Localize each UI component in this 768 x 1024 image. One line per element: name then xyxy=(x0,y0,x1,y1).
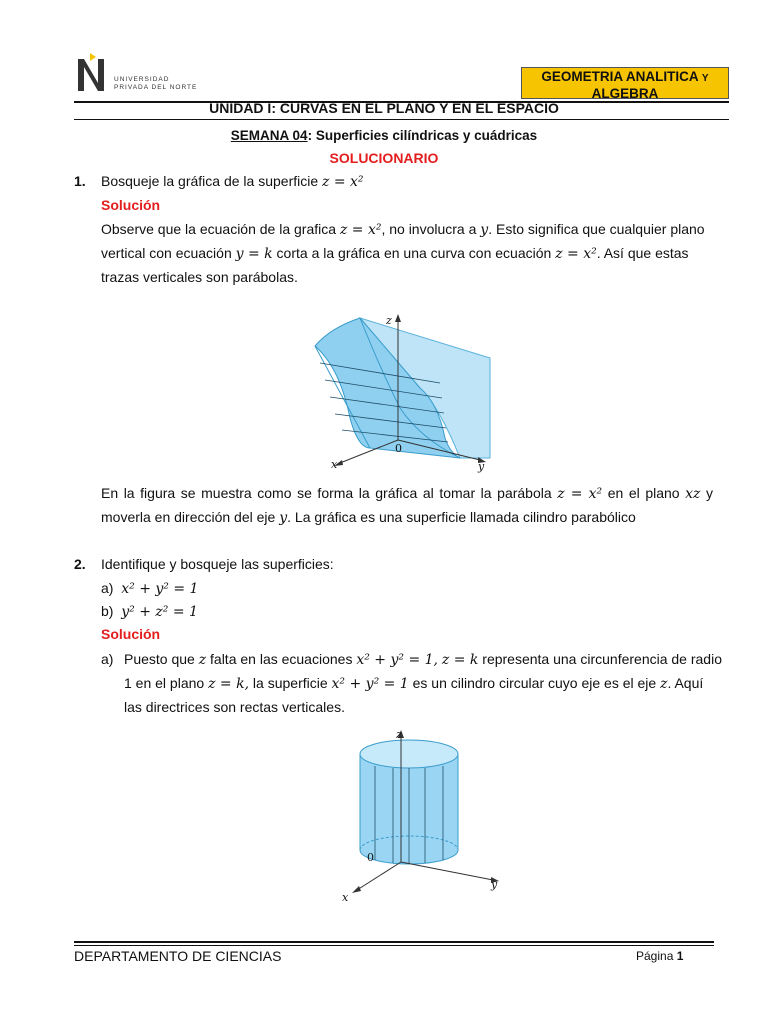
problem1-caption-line2: moverla en dirección del eje y. La gráfica es una superficie llamada cilindro parabólico xyxy=(101,509,636,526)
fig2-origin-label: 0 xyxy=(367,851,374,864)
fig1-z-label: z xyxy=(386,314,392,327)
fig2-y-label: y xyxy=(491,878,498,891)
footer-divider-thin xyxy=(74,945,714,946)
problem1-number: 1. xyxy=(74,173,86,189)
week-title: SEMANA 04: Superficies cilíndricas y cuádricas xyxy=(230,128,538,143)
header-divider-thin xyxy=(74,119,729,120)
problem2-statement: Identifique y bosqueje las superficies: xyxy=(101,556,334,572)
unit-title: UNIDAD I: CURVAS EN EL PLANO Y EN EL ESPACIO xyxy=(209,100,559,116)
problem2-solution-line3: las directrices son rectas verticales. xyxy=(124,699,345,715)
problem1-text-line2: vertical con ecuación y = k corta a la gráfica en una curva con ecuación z = x². Así que estas xyxy=(101,245,689,262)
fig1-y-label: y xyxy=(478,460,485,473)
problem2-number: 2. xyxy=(74,556,86,572)
fig2-z-label: z xyxy=(396,728,402,741)
fig1-x-label: x xyxy=(331,458,338,471)
problem2-solution-label: Solución xyxy=(101,626,161,642)
footer-page: Página 1 xyxy=(636,949,684,963)
problem2-item-b: b) y² + z² = 1 xyxy=(101,603,198,620)
footer-department: DEPARTAMENTO DE CIENCIAS xyxy=(74,948,282,964)
problem2-item-a: a) x² + y² = 1 xyxy=(101,580,199,597)
fig1-origin-label: 0 xyxy=(395,442,402,455)
university-logo-text: UNIVERSIDAD PRIVADA DEL NORTE xyxy=(114,76,198,91)
solucionario-heading: SOLUCIONARIO xyxy=(329,150,439,166)
problem2-solution-a-label: a) xyxy=(101,651,114,667)
problem1-text-line3: trazas verticales son parábolas. xyxy=(101,269,298,285)
circular-cylinder-figure xyxy=(335,722,510,907)
course-title-box: GEOMETRIA ANALITICA Y ALGEBRA xyxy=(521,67,729,99)
university-logo-icon xyxy=(76,53,106,93)
problem2-solution-line1: Puesto que z falta en las ecuaciones x² + y² = 1, z = k representa una circunferencia de radio xyxy=(124,651,722,668)
fig2-x-label: x xyxy=(342,891,349,904)
problem1-statement: Bosqueje la gráfica de la superficie z = x² xyxy=(101,173,364,190)
problem1-text-line1: Observe que la ecuación de la grafica z = x², no involucra a y. Esto significa que cualquier plano xyxy=(101,221,705,238)
problem1-solution-label: Solución xyxy=(101,197,161,213)
problem1-caption-line1: En la figura se muestra como se forma la gráfica al tomar la parábola z = x² en el plano xz y xyxy=(101,485,714,502)
footer-divider xyxy=(74,941,714,943)
problem2-solution-line2: 1 en el plano z = k, la superficie x² + y² = 1 es un cilindro circular cuyo eje es el eje z. Aquí xyxy=(124,675,704,692)
